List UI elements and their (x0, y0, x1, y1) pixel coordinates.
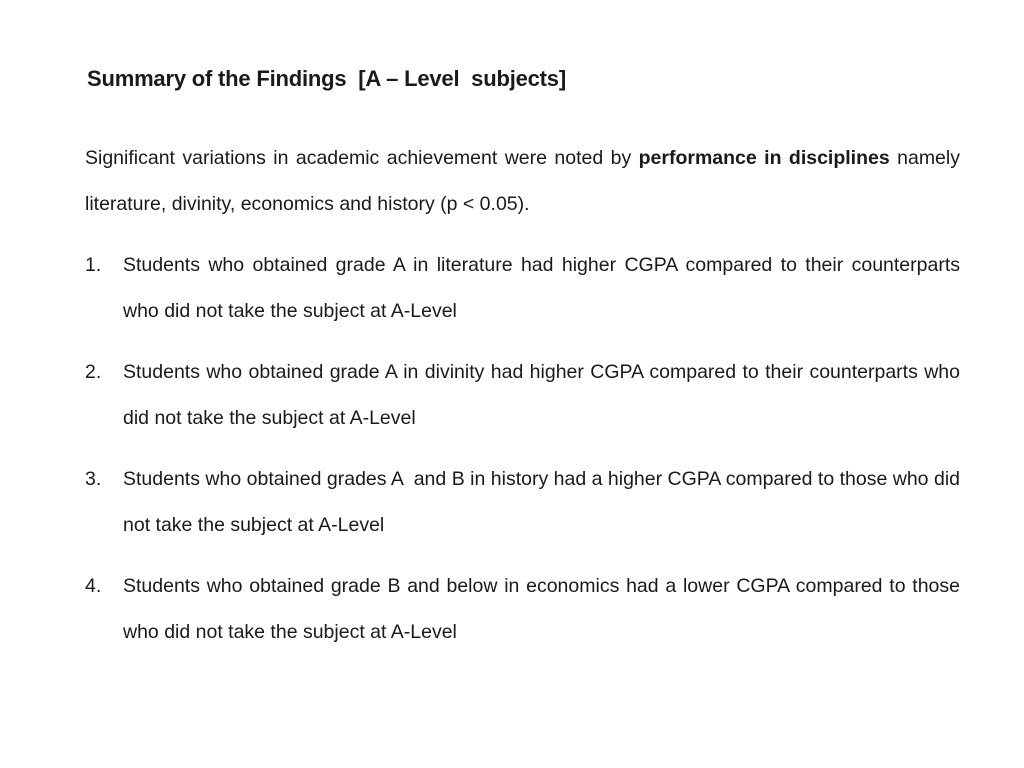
finding-text: Students who obtained grades A and B in history had a higher CGPA compared to those who did not take the subject at A-Level (123, 468, 966, 536)
finding-item (85, 563, 966, 655)
intro-emphasis: performance in disciplines (638, 147, 890, 169)
intro-tail: namely literature, divinity, economics and history (p < 0.05). (85, 147, 960, 215)
finding-text: Students who obtained grade A in divinity had higher CGPA compared to their counterparts who did not take the subject at A-Level (123, 361, 966, 429)
finding-number: 4. (85, 575, 102, 597)
findings-list (85, 242, 966, 655)
finding-text: Students who obtained grade A in literature had higher CGPA compared to their counterparts who did not take the subject at A-Level (123, 254, 966, 322)
finding-item (85, 349, 966, 441)
finding-number: 3. (85, 468, 102, 490)
finding-item (85, 242, 966, 334)
finding-number: 1. (85, 254, 102, 276)
finding-number: 2. (85, 361, 102, 383)
finding-text: Students who obtained grade B and below in economics had a lower CGPA compared to those who did not take the subject at A-Level (123, 575, 966, 643)
slide-body (85, 135, 966, 670)
intro-lead: Significant variations in academic achievement were noted by (85, 147, 632, 169)
intro-paragraph (85, 135, 960, 227)
slide-title: Summary of the Findings [A – Level subjects] (87, 66, 566, 91)
finding-item (85, 456, 966, 548)
